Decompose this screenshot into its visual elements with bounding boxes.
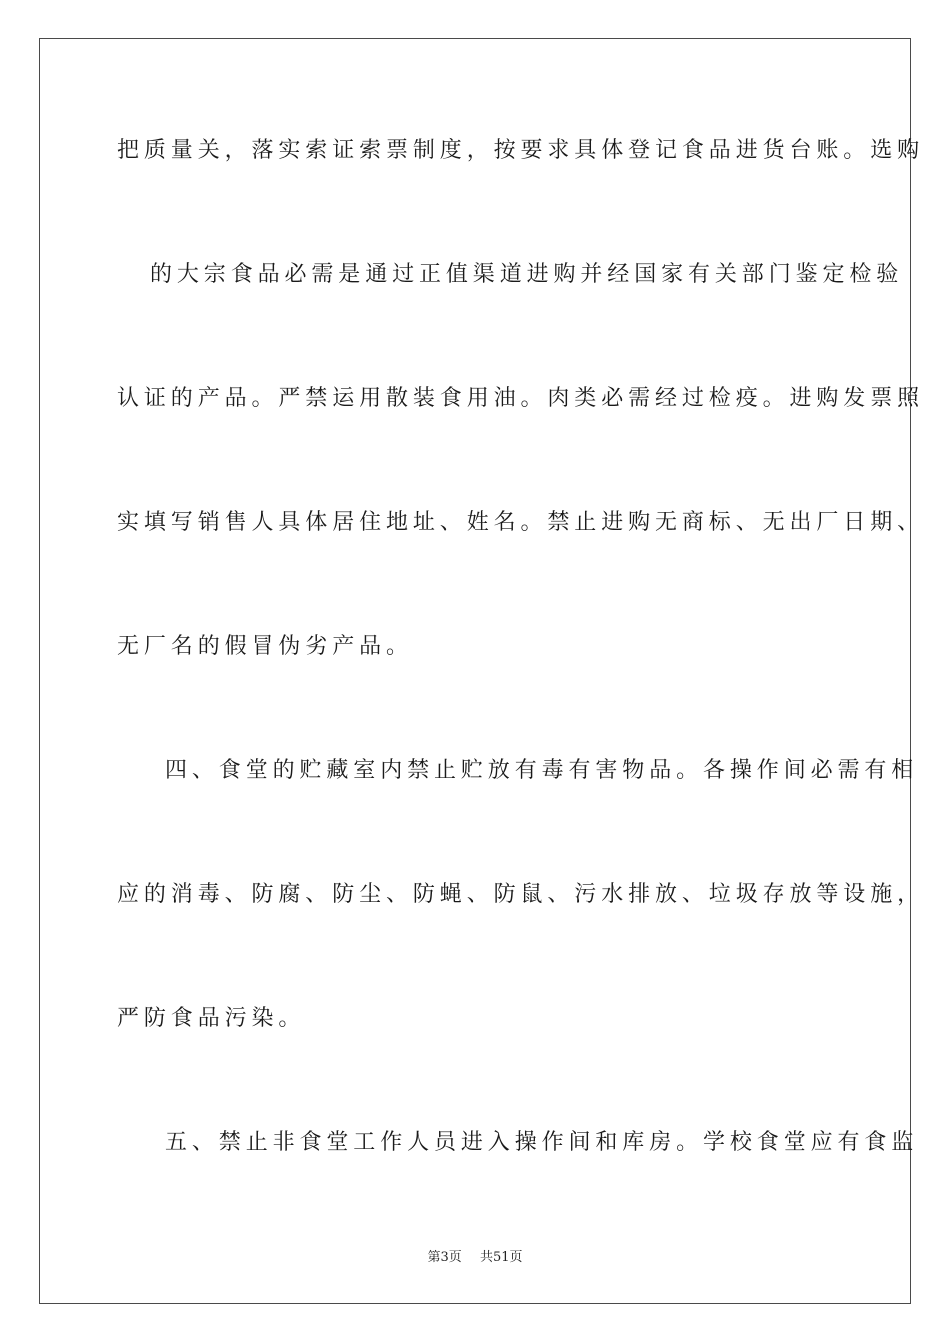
- page-footer: [0, 1246, 950, 1265]
- body-line-6: 四、食堂的贮藏室内禁止贮放有毒有害物品。各操作间必需有相: [165, 758, 919, 783]
- body-line-8: 严防食品污染。: [117, 1006, 306, 1031]
- page-number: 第3页: [427, 1250, 462, 1265]
- page-total: 共51页: [479, 1250, 523, 1265]
- body-line-9: 五、禁止非食堂工作人员进入操作间和库房。学校食堂应有食监: [165, 1130, 919, 1155]
- page-border: [39, 38, 925, 1304]
- body-line-5: 无厂名的假冒伪劣产品。: [117, 634, 413, 659]
- body-line-4: 实填写销售人具体居住地址、姓名。禁止进购无商标、无出厂日期、: [117, 510, 925, 535]
- body-line-1: 把质量关，落实索证索票制度，按要求具体登记食品进货台账。选购: [117, 138, 925, 163]
- body-line-7: 应的消毒、防腐、防尘、防蝇、防鼠、污水排放、垃圾存放等设施，: [117, 882, 925, 907]
- body-line-2: 的大宗食品必需是通过正值渠道进购并经国家有关部门鉴定检验: [150, 262, 904, 287]
- body-line-3: 认证的产品。严禁运用散装食用油。肉类必需经过检疫。进购发票照: [117, 386, 925, 411]
